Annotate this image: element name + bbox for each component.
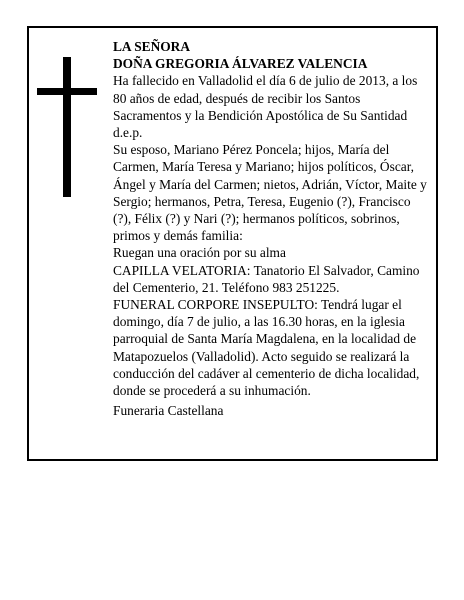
notice-heading: LA SEÑORA bbox=[113, 39, 191, 54]
death-announcement: Ha fallecido en Valladolid el día 6 de julio de 2013, a los 80 años de edad, después de recibir los Santos Sacramentos y la Bendición Apostólica de Su Santidad d.e.p. bbox=[113, 73, 418, 141]
cross-icon bbox=[37, 57, 97, 197]
family-list: Su esposo, Mariano Pérez Poncela; hijos, María del Carmen, María Teresa y Mariano; hijos políticos, Óscar, Ángel y María del Carmen; nietos, Adrián, Víctor, Maite y Sergio; hermanos, Petra, Teresa, Eugenio (?), Francisco (?), Félix (?) y Nari (?); hermanos políticos, sobrinos, primos y demás familia: bbox=[113, 142, 427, 244]
funeral-info: FUNERAL CORPORE INSEPULTO: Tendrá lugar el domingo, día 7 de julio, a las 16.30 horas, en la iglesia parroquial de Santa María Magdalena, en la localidad de Matapozuelos (Valladolid). Acto seguido se realizará la conducción del cadáver al cementerio de dicha localidad, donde se procederá a su inhumación. bbox=[113, 297, 420, 399]
cross-horizontal-bar bbox=[37, 88, 97, 95]
cross-vertical-bar bbox=[63, 57, 71, 197]
deceased-name: DOÑA GREGORIA ÁLVAREZ VALENCIA bbox=[113, 56, 368, 72]
funeral-home: Funeraria Castellana bbox=[113, 403, 224, 419]
prayer-request: Ruegan una oración por su alma bbox=[113, 245, 286, 261]
obituary-text bbox=[113, 38, 427, 419]
chapel-info: CAPILLA VELATORIA: Tanatorio El Salvador, Camino del Cementerio, 21. Teléfono 983 251225. bbox=[113, 262, 420, 295]
